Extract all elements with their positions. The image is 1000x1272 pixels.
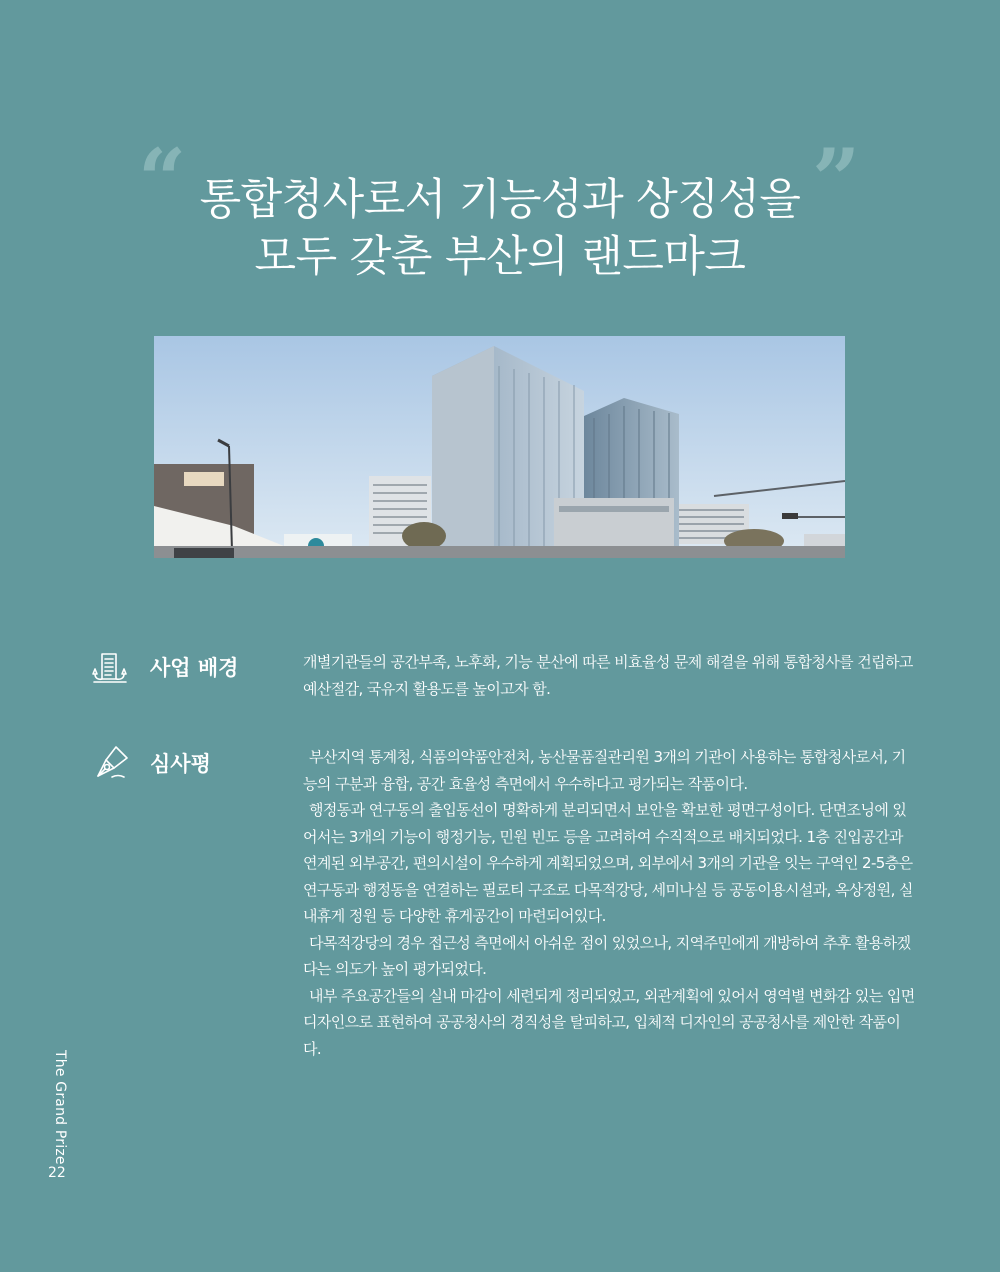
page-title xyxy=(100,172,900,286)
section-title-review: 심사평 xyxy=(150,752,211,776)
review-paragraph-3: 다목적강당의 경우 접근성 측면에서 아쉬운 점이 있었으나, 지역주민에게 개방하여 추후 활용하겠다는 의도가 높이 평가되었다. xyxy=(303,933,911,978)
page-title-line-2: 모두 갖춘 부산의 랜드마크 xyxy=(254,232,746,282)
main-tower-side xyxy=(432,346,494,551)
close-quote-mark: ” xyxy=(812,130,861,229)
review-paragraph-1: 부산지역 통계청, 식품의약품안전처, 농산물품질관리원 3개의 기관이 사용하는 통합청사로서, 기능의 구분과 융합, 공간 효율성 측면에서 우수하다고 평가되는 작품이다. xyxy=(303,748,906,793)
pen-icon xyxy=(92,742,132,782)
building-photo xyxy=(154,336,845,558)
review-text xyxy=(303,744,915,1062)
background-text: 개별기관들의 공간부족, 노후화, 기능 분산에 따른 비효율성 문제 해결을 위해 통합청사를 건립하고 예산절감, 국유지 활용도를 높이고자 함. xyxy=(303,653,913,698)
document-icon xyxy=(90,648,130,688)
section-title-background: 사업 배경 xyxy=(150,656,239,680)
page-number: 22 xyxy=(48,1165,66,1181)
review-paragraph-2: 행정동과 연구동의 출입동선이 명확하게 분리되면서 보안을 확보한 평면구성이다. 단면조닝에 있어서는 3개의 기능이 행정기능, 민원 빈도 등을 고려하여 수직적으로 배치되었다. 1층 진입공간과 연계된 외부공간, 편의시설이 우수하게 계획되었으며, 외부에서 3개의 기관을 잇는 구역인 2-5층은 연구동과 행정동을 연결하는 필로티 구조로 다목적강당, 세미나실 등 공동이용시설과, 옥상정원, 실내휴게 정원 등 다양한 휴게공간이 마련되어있다. xyxy=(303,801,913,925)
road xyxy=(154,546,845,558)
page-title-line-1: 통합청사로서 기능성과 상징성을 xyxy=(199,175,801,225)
review-paragraph-4: 내부 주요공간들의 실내 마감이 세련되게 정리되었고, 외관계획에 있어서 영역별 변화감 있는 입면 디자인으로 표현하여 공공청사의 경직성을 탈피하고, 입체적 디자인의 공공청사를 제안한 작품이다. xyxy=(303,986,915,1058)
open-quote-mark: “ xyxy=(138,130,187,229)
podium xyxy=(554,498,674,546)
side-label: The Grand Prize xyxy=(52,1050,68,1165)
